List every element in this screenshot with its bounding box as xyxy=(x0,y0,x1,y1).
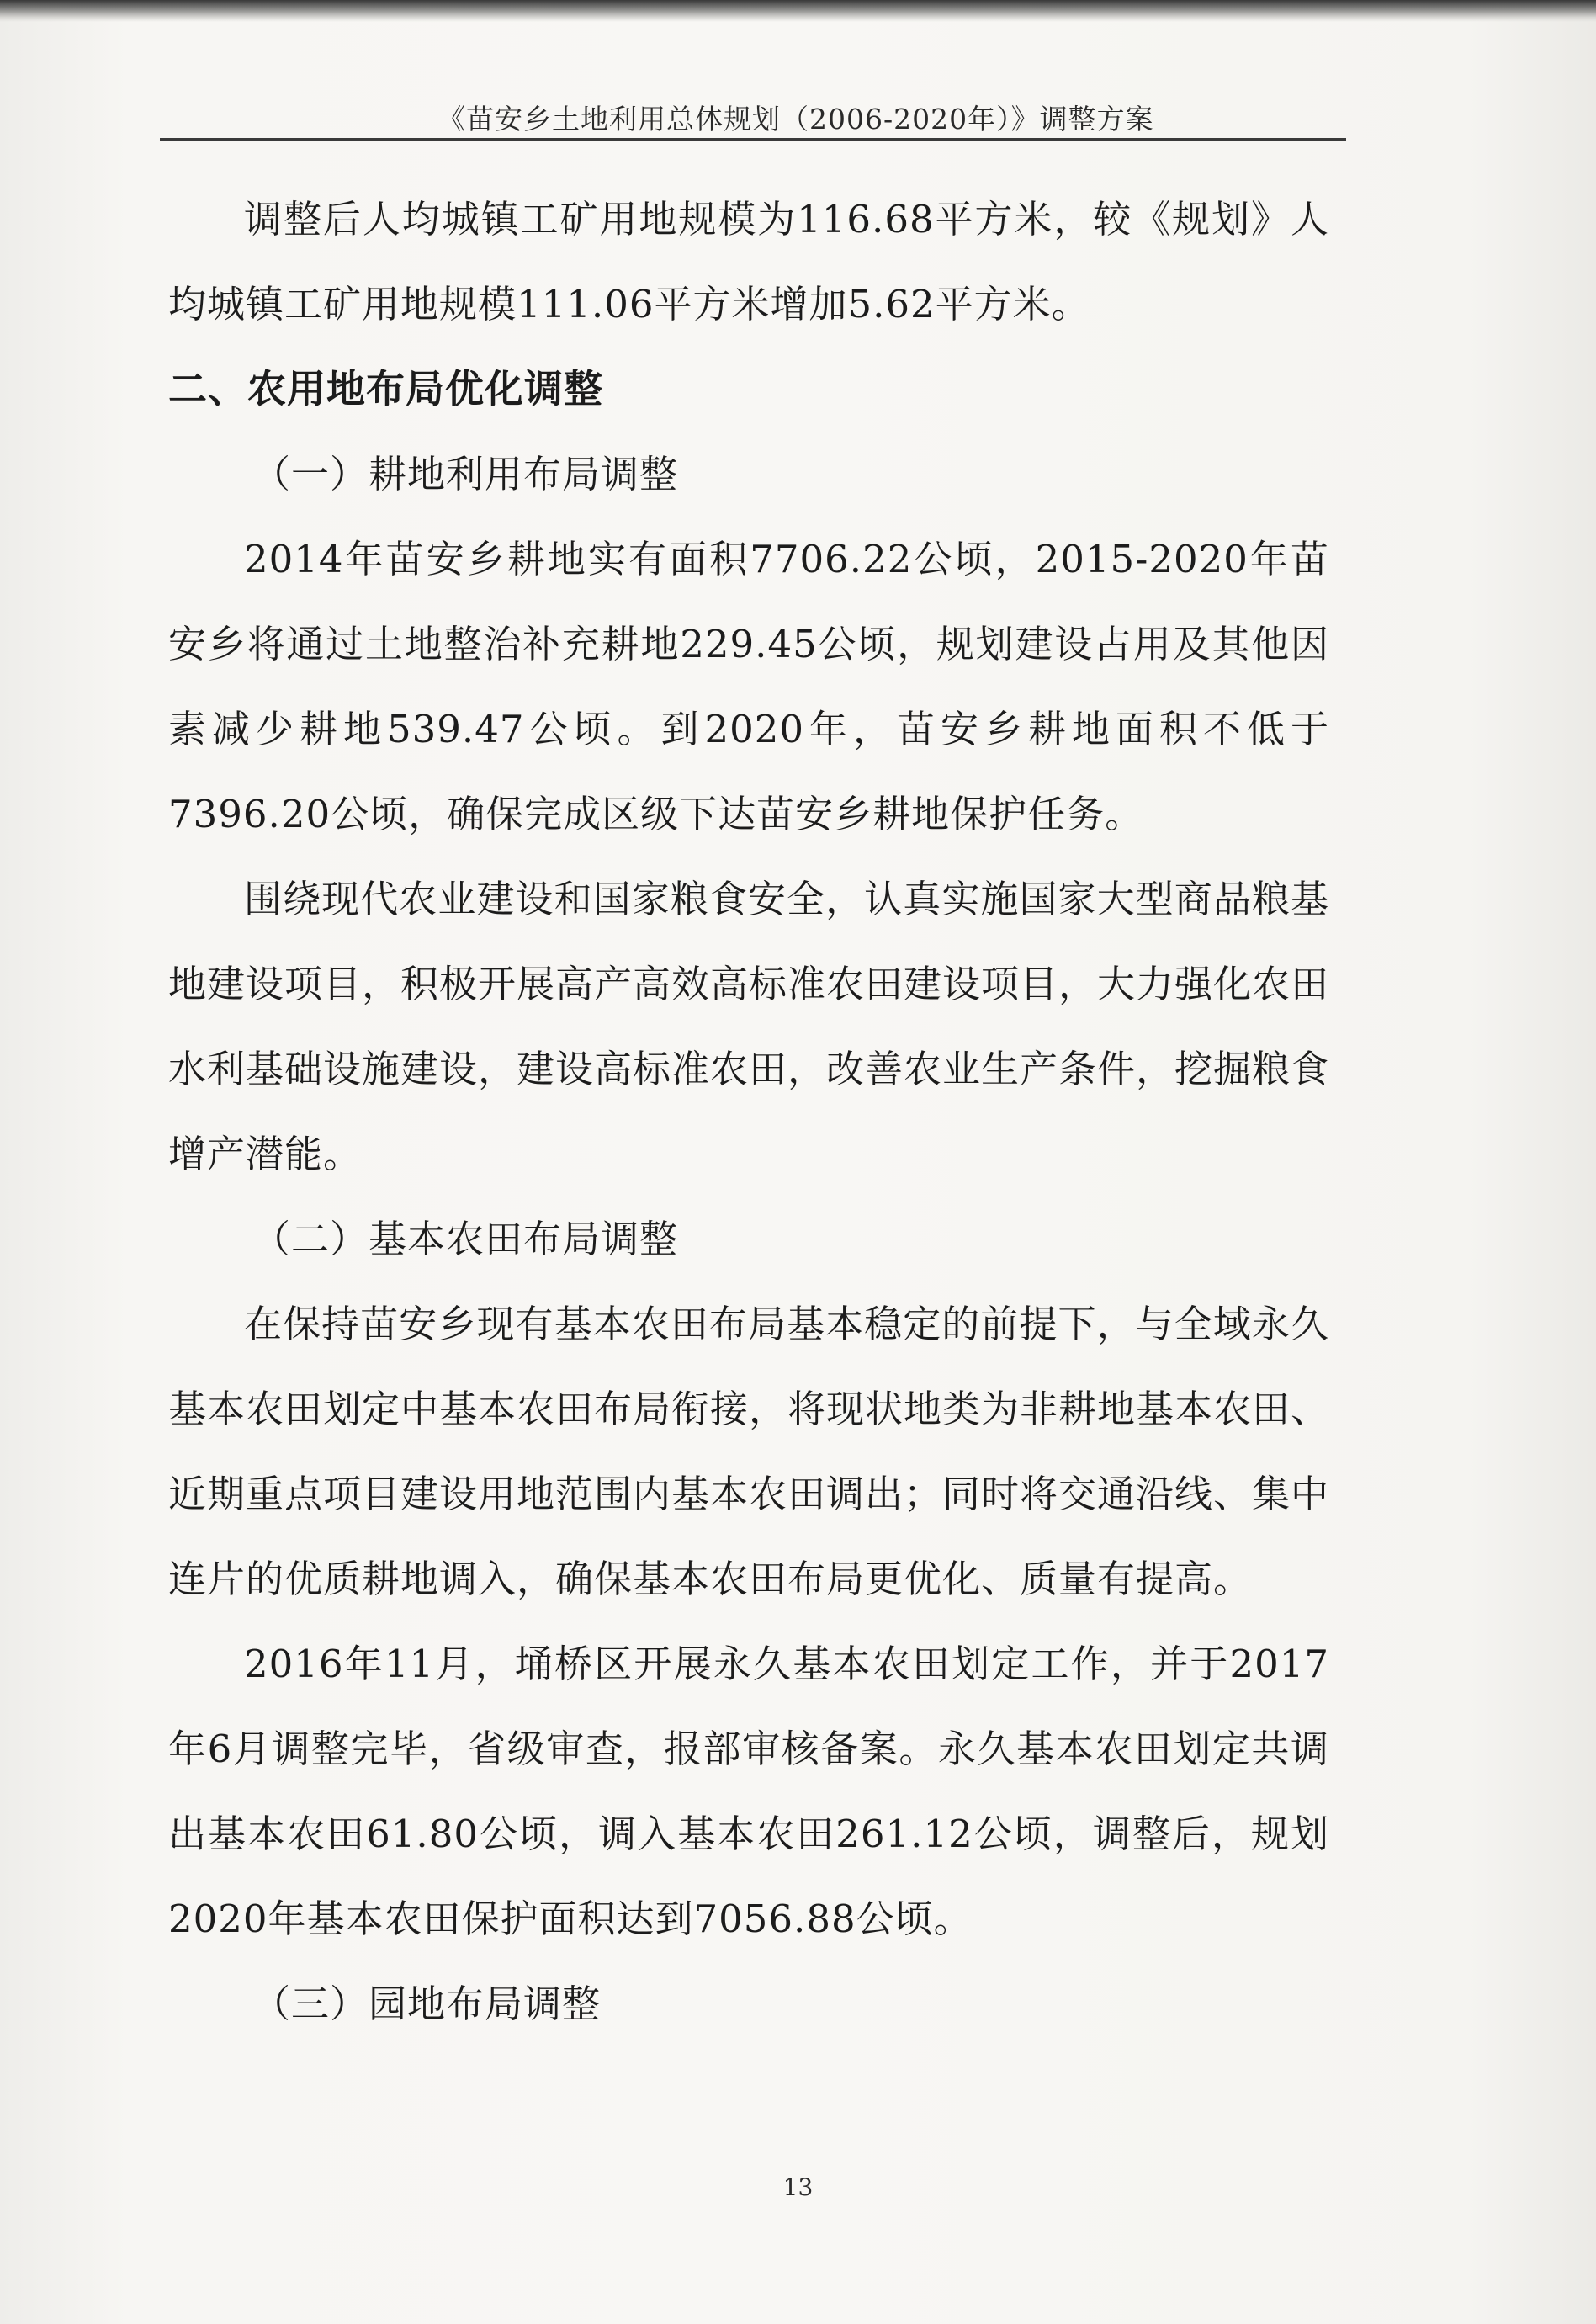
paragraph-basic-farmland-layout: 在保持苗安乡现有基本农田布局基本稳定的前提下，与全域永久基本农田划定中基本农田布局衔接，将现状地类为非耕地基本农田、近期重点项目建设用地范围内基本农田调出；同时将交通沿线、集中连片的优质耕地调入，确保基本农田布局更优化、质量有提高。 xyxy=(168,1302,1330,1601)
subsection-heading-cultivated-land: （一）耕地利用布局调整 xyxy=(252,452,679,496)
scan-edge-shadow xyxy=(0,0,1596,22)
paragraph-cultivated-land-area: 2014年苗安乡耕地实有面积7706.22公顷，2015-2020年苗安乡将通过土地整治补充耕地229.45公顷，规划建设占用及其他因素减少耕地539.47公顷。到2020年，苗安乡耕地面积不低于7396.20公顷，确保完成区级下达苗安乡耕地保护任务。 xyxy=(168,537,1329,836)
subsection-heading-basic-farmland: （二）基本农田布局调整 xyxy=(252,1217,679,1261)
paragraph-urban-land-scale: 调整后人均城镇工矿用地规模为116.68平方米，较《规划》人均城镇工矿用地规模111.06平方米增加5.62平方米。 xyxy=(168,197,1329,326)
paragraph-permanent-basic-farmland: 2016年11月，埇桥区开展永久基本农田划定工作，并于2017年6月调整完毕，省级审查，报部审核备案。永久基本农田划定共调出基本农田61.80公顷，调入基本农田261.12公顷，调整后，规划2020年基本农田保护面积达到7056.88公顷。 xyxy=(168,1642,1329,1941)
running-header-title: 《苗安乡土地利用总体规划（2006-2020年）》调整方案 xyxy=(437,103,1154,135)
running-header xyxy=(160,94,1346,145)
page-body xyxy=(168,177,1329,2046)
subsection-heading-garden-land: （三）园地布局调整 xyxy=(252,1982,602,2026)
section-heading-farmland-layout: 二、农用地布局优化调整 xyxy=(168,366,603,411)
page-number: 13 xyxy=(782,2173,814,2201)
paragraph-modern-agriculture: 围绕现代农业建设和国家粮食安全，认真实施国家大型商品粮基地建设项目，积极开展高产高效高标准农田建设项目，大力强化农田水利基础设施建设，建设高标准农田，改善农业生产条件，挖掘粮食增产潜能。 xyxy=(168,877,1330,1176)
header-rule xyxy=(160,138,1346,141)
